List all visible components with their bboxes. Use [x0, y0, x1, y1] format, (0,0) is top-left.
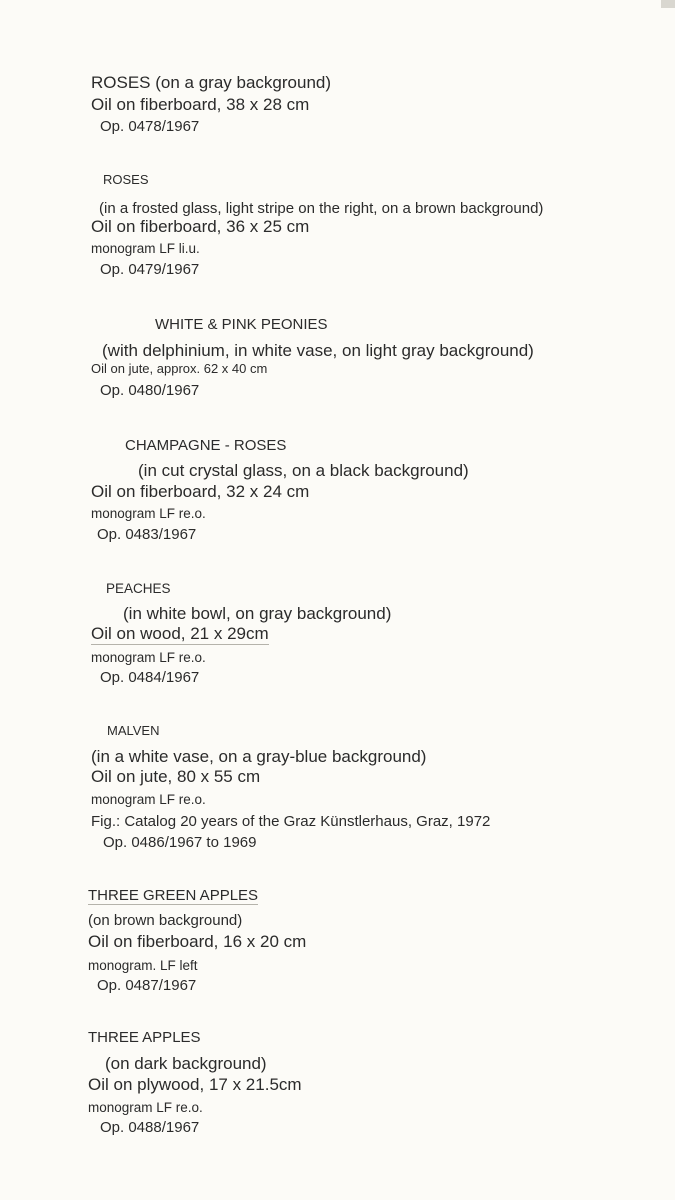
entry-6-subtitle: (in a white vase, on a gray-blue background) — [91, 747, 427, 766]
entry-2-subtitle: (in a frosted glass, light stripe on the right, on a brown background) — [99, 200, 544, 217]
entry-5-title: PEACHES — [106, 581, 171, 596]
entry-4-subtitle: (in cut crystal glass, on a black background) — [138, 461, 469, 480]
entry-4-title: CHAMPAGNE - ROSES — [125, 437, 287, 454]
entry-7-subtitle: (on brown background) — [88, 912, 243, 929]
entry-3-title: WHITE & PINK PEONIES — [155, 316, 328, 333]
entry-3-opus: Op. 0480/1967 — [100, 382, 200, 399]
entry-7-title: THREE GREEN APPLES — [88, 887, 259, 904]
entry-5-subtitle: (in white bowl, on gray background) — [123, 604, 392, 623]
entry-2-title: ROSES — [103, 172, 149, 187]
entry-4-medium: Oil on fiberboard, 32 x 24 cm — [91, 482, 310, 501]
entry-6-medium: Oil on jute, 80 x 55 cm — [91, 767, 261, 786]
entry-6-signature: monogram LF re.o. — [91, 792, 206, 807]
scan-corner-mark — [661, 0, 675, 8]
entry-2-signature: monogram LF li.u. — [91, 241, 200, 256]
entry-2-medium: Oil on fiberboard, 36 x 25 cm — [91, 217, 310, 236]
entry-8-subtitle: (on dark background) — [105, 1054, 267, 1073]
entry-7-medium: Oil on fiberboard, 16 x 20 cm — [88, 932, 307, 951]
entry-3-medium: Oil on jute, approx. 62 x 40 cm — [91, 361, 268, 376]
entry-8-signature: monogram LF re.o. — [88, 1100, 203, 1115]
entry-1-title: ROSES (on a gray background) — [91, 73, 332, 92]
entry-4-opus: Op. 0483/1967 — [97, 526, 197, 543]
entry-5-opus: Op. 0484/1967 — [100, 669, 200, 686]
entry-5-medium: Oil on wood, 21 x 29cm — [91, 624, 269, 643]
entry-8-opus: Op. 0488/1967 — [100, 1119, 200, 1136]
entry-3-subtitle: (with delphinium, in white vase, on light gray background) — [102, 341, 534, 360]
entry-1-opus: Op. 0478/1967 — [100, 118, 200, 135]
entry-1-medium: Oil on fiberboard, 38 x 28 cm — [91, 95, 310, 114]
entry-6-reference: Fig.: Catalog 20 years of the Graz Künstlerhaus, Graz, 1972 — [91, 813, 491, 830]
entry-7-opus: Op. 0487/1967 — [97, 977, 197, 994]
entry-7-signature: monogram. LF left — [88, 958, 198, 973]
entry-6-title: MALVEN — [107, 723, 160, 738]
entry-8-medium: Oil on plywood, 17 x 21.5cm — [88, 1075, 302, 1094]
entry-2-opus: Op. 0479/1967 — [100, 261, 200, 278]
entry-6-opus: Op. 0486/1967 to 1969 — [103, 834, 257, 851]
entry-8-title: THREE APPLES — [88, 1029, 201, 1046]
entry-4-signature: monogram LF re.o. — [91, 506, 206, 521]
entry-5-signature: monogram LF re.o. — [91, 650, 206, 665]
